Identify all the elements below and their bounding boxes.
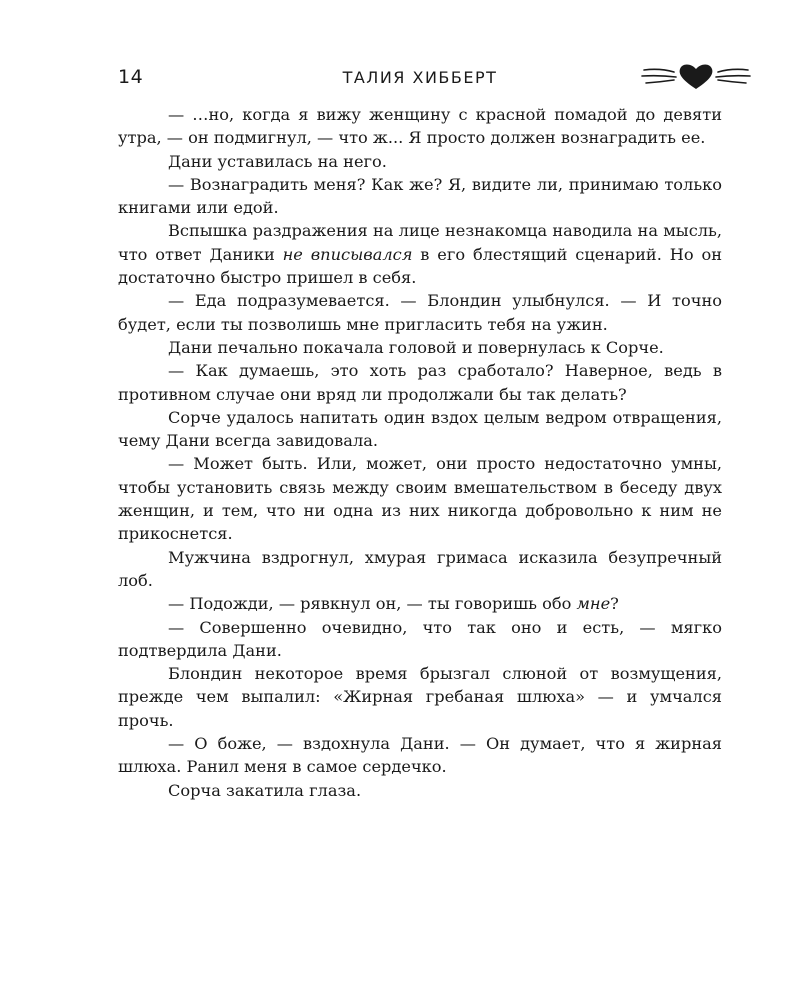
paragraph: — …но, когда я вижу женщину с красной помадой до девяти утра, — он подмигнул, — что ж... Я просто должен вознаградить ее. [118,105,722,148]
paragraph-text: — Подожди, — рявкнул он, — ты говоришь обо [168,594,577,614]
paragraph-text: в его блестящий сценарий. Но он достаточно быстро пришел в себя. [118,244,722,288]
paragraph: Дани уставилась на него. [168,151,387,171]
paragraph: — Как думаешь, это хоть раз сработало? Наверное, ведь в противном случае они вряд ли продолжали бы так делать? [118,361,722,404]
paragraph: — О боже, — вздохнула Дани. — Он думает, что я жирная шлюха. Ранил меня в самое сердечко. [118,734,722,777]
emphasis-text: не вписывался [282,244,413,264]
paragraph-text: Вспышка раздражения на лице незнакомца наводила на мысль, что ответ Даники [118,221,722,264]
heart-with-whiskers-icon [640,60,752,92]
paragraph: — Совершенно очевидно, что так оно и есть, — мягко подтвердила Дани. [118,617,722,660]
paragraph: — Может быть. Или, может, они просто недостаточно умны, чтобы установить связь между своим вмешательством в беседу двух женщин, и тем, что ни одна из них никогда добровольно к ним не прикоснется. [118,454,722,544]
page-header [118,60,722,94]
paragraph-text: ? [610,594,619,614]
emphasis-text: мне [576,594,611,614]
paragraph: Блондин некоторое время брызгал слюной от возмущения, прежде чем выпалил: «Жирная гребаная шлюха» — и умчался прочь. [118,664,722,730]
paragraph: — Вознаградить меня? Как же? Я, видите ли, принимаю только книгами или едой. [118,174,722,218]
page-number: 14 [118,66,144,88]
paragraph: Дани печально покачала головой и повернулась к Сорче. [168,337,664,357]
paragraph: Сорча закатила глаза. [168,780,362,800]
running-title: ТАЛИЯ ХИББЕРТ [342,68,498,87]
paragraph [118,219,722,289]
paragraph: Мужчина вздрогнул, хмурая гримаса исказила безупречный лоб. [118,547,722,590]
body-text [118,103,722,802]
paragraph: — Еда подразумевается. — Блондин улыбнулся. — И точно будет, если ты позволишь мне пригласить тебя на ужин. [118,291,722,334]
paragraph [118,592,722,615]
paragraph: Сорче удалось напитать один вздох целым ведром отвращения, чему Дани всегда завидовала. [118,407,722,451]
